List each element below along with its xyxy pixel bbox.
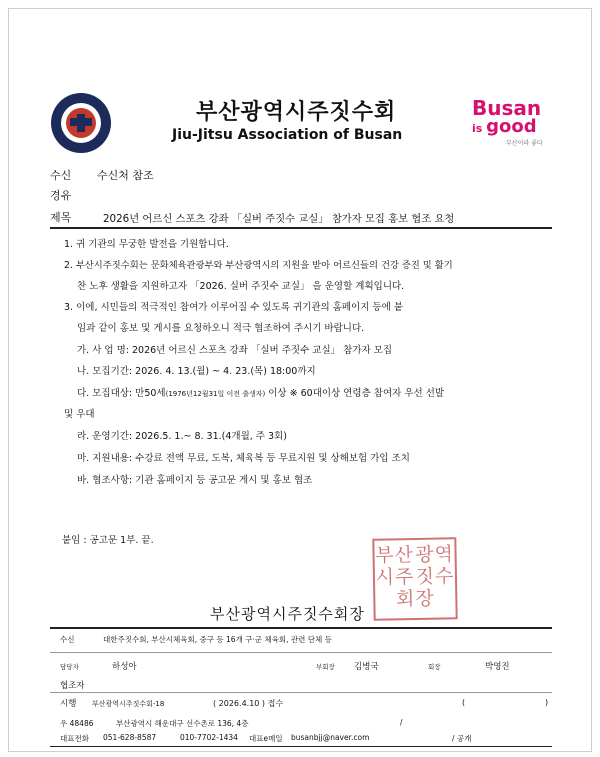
recipients-value: 대한주짓수회, 부산시체육회, 중구 등 16개 구·군 체육회, 관련 단체 등 [103,635,332,644]
item-ra: 라. 운영기간: 2026.5. 1.~ 8. 31.(4개월, 주 3회) [77,431,287,442]
paragraph-3-line1: 3. 이에, 시민들의 적극적인 참여가 이루어질 수 있도록 귀기관의 홈페이지 등에 붙 [64,302,403,313]
seal-char-2: 광역 [415,543,455,566]
drafter-label: 담당자 [60,663,79,671]
paragraph-2-line1: 2. 부산시주짓수회는 문화체육관광부와 부산광역시의 지원을 받아 어르신들의 건강 증진 및 활기 [64,260,453,271]
footer-bottom-divider [50,746,552,747]
drafter-name: 하성아 [112,662,137,672]
brand-line1: Busan [472,96,542,120]
item-na: 나. 모집기간: 2026. 4. 13.(월) ~ 4. 23.(목) 18:00까지 [77,366,316,377]
footer-divider-2 [50,692,552,693]
seal-char-1: 부산 [375,544,415,567]
vice-name: 김병국 [354,662,379,672]
mobile-number: 010-7702-1434 [180,733,238,742]
footer-top-divider [50,627,552,629]
association-logo [50,92,112,154]
item-da [77,385,444,399]
sender-title: 부산광역시주짓수회장 [210,605,365,623]
org-title: 부산광역시주짓수회 [196,100,397,125]
subject-divider [50,227,552,229]
busan-brand-logo [472,98,552,147]
seal-char-5: 회장 [395,587,435,611]
postal-code: 우 48486 [60,719,94,728]
subject-value: 2026년 어르신 스포츠 강좌 「실버 주짓수 교실」 참가자 모집 홍보 협조 요청 [103,213,455,225]
item-da-a: 다. 모집대상: 만50세 [77,388,166,399]
item-da-line2: 및 우대 [64,409,95,420]
president-name: 박영진 [485,662,510,672]
phone-label: 대표전화 [60,734,89,743]
enforce-value: 부산광역시주짓수회-18 [92,700,165,708]
footer-divider-1 [50,652,552,653]
paragraph-1: 1. 귀 기관의 무궁한 발전을 기원합니다. [64,239,229,250]
seal-char-3: 시주 [375,566,415,589]
item-da-b: (1976년12월31일 이전 출생자) [165,390,266,398]
brand-line2-b: good [486,116,537,137]
org-subtitle: Jiu-Jitsu Association of Busan [172,127,403,143]
address-slash: / [400,718,403,727]
enforce-label: 시행 [60,699,77,709]
receipt-paren-open: ( [462,698,466,707]
brand-line2-a: is [472,122,487,135]
via-label: 경유 [50,189,72,202]
brand-tagline: 부산이라 좋다 [506,140,543,147]
recipients-label: 수신 [60,635,75,644]
item-ba: 바. 협조사항: 기관 홈페이지 등 공고문 게시 및 홍보 협조 [77,475,313,486]
recipient-value: 수신처 참조 [97,169,154,182]
seal-char-4: 짓수 [415,565,455,588]
item-ga: 가. 사 업 명: 2026년 어르신 스포츠 강좌 「실버 주짓수 교실」 참가자 모집 [77,345,393,356]
cooperator-label: 협조자 [60,681,85,691]
paragraph-2-line2: 찬 노후 생활을 지원하고자 「2026. 실버 주짓수 교실」 을 운영할 계획입니다. [77,281,405,292]
vice-label: 부회장 [316,663,335,671]
item-da-c: 이상 ※ 60대이상 연령층 참여자 우선 선발 [265,388,445,399]
item-ma: 마. 지원내용: 수강료 전액 무료, 도복, 체육복 등 무료지원 및 상해보험 가입 조치 [77,453,410,464]
president-label: 회장 [428,663,441,671]
phone-number: 051-628-8587 [103,733,157,742]
subject-label: 제목 [50,211,72,224]
address: 부산광역시 해운대구 선수촌로 136, 4층 [116,719,249,728]
email-address[interactable]: busanbjj@naver.com [291,733,370,742]
attachment-line: 붙임 : 공고문 1부. 끝. [62,535,154,546]
official-seal [372,537,457,620]
public-label: / 공개 [452,734,472,743]
paragraph-3-line2: 임과 같이 홍보 및 게시를 요청하오니 적극 협조하여 주시기 바랍니다. [77,323,365,334]
recipient-label: 수신 [50,169,72,182]
receipt-paren-close: ) [545,698,549,707]
enforce-date: ( 2026.4.10 ) 접수 [213,699,284,708]
email-label: 대표e메일 [249,734,283,743]
